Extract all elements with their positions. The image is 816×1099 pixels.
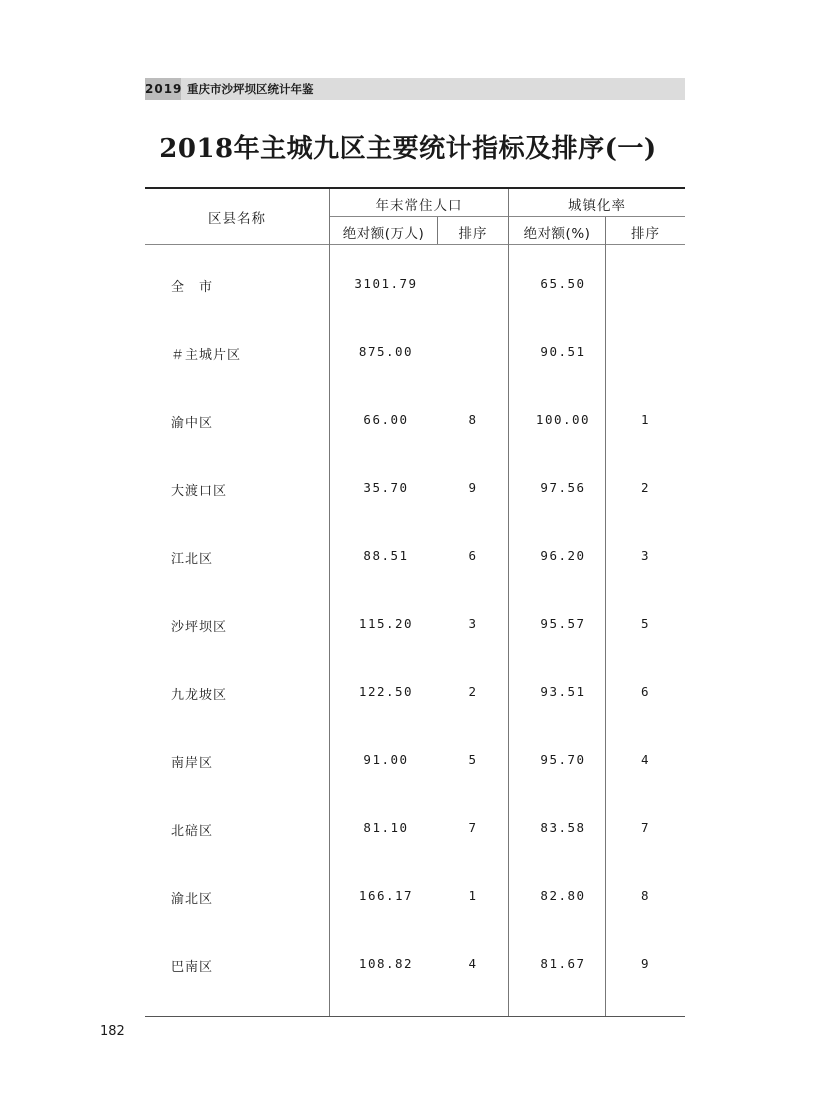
row-population-rank: 4 xyxy=(468,956,478,971)
row-name: 巴南区 xyxy=(171,960,214,975)
row-population-rank: 9 xyxy=(468,480,478,495)
row-name: 渝中区 xyxy=(171,416,214,431)
row-urbanization: 95.70 xyxy=(540,752,586,767)
row-population-rank: 7 xyxy=(468,820,478,835)
row-population: 91.00 xyxy=(363,752,409,767)
row-urbanization: 100.00 xyxy=(535,412,591,427)
row-population: 108.82 xyxy=(358,956,414,971)
row-name: 南岸区 xyxy=(171,756,214,771)
row-name: 大渡口区 xyxy=(171,484,228,499)
row-urbanization: 97.56 xyxy=(540,480,586,495)
running-header xyxy=(145,78,685,100)
header-region-name: 区县名称 xyxy=(208,211,266,227)
row-name: 渝北区 xyxy=(171,892,214,907)
header-year: 2019 xyxy=(145,78,181,100)
row-population: 3101.79 xyxy=(354,276,418,291)
row-name: 全 市 xyxy=(171,280,214,295)
row-population-rank: 6 xyxy=(468,548,478,563)
row-urbanization: 81.67 xyxy=(540,956,586,971)
table-top-rule xyxy=(145,187,685,189)
row-population-rank: 8 xyxy=(468,412,478,427)
row-population-rank: 2 xyxy=(468,684,478,699)
header-pop-rank: 排序 xyxy=(458,226,488,242)
page-number: 182 xyxy=(100,1024,125,1039)
row-population: 35.70 xyxy=(363,480,409,495)
row-urbanization: 65.50 xyxy=(540,276,586,291)
row-name: 沙坪坝区 xyxy=(171,620,228,635)
row-population: 115.20 xyxy=(358,616,414,631)
row-name: 北碚区 xyxy=(171,824,214,839)
row-population: 81.10 xyxy=(363,820,409,835)
row-urbanization-rank: 9 xyxy=(640,956,651,971)
row-urbanization: 83.58 xyxy=(540,820,586,835)
row-urbanization: 93.51 xyxy=(540,684,586,699)
row-urbanization: 82.80 xyxy=(540,888,586,903)
row-population-rank: 3 xyxy=(468,616,478,631)
header-book-title: 重庆市沙坪坝区统计年鉴 xyxy=(187,82,314,96)
row-urbanization-rank: 2 xyxy=(640,480,651,495)
row-population: 875.00 xyxy=(358,344,414,359)
row-urbanization-rank: 6 xyxy=(640,684,651,699)
row-population-rank: 1 xyxy=(468,888,478,903)
row-urbanization: 95.57 xyxy=(540,616,586,631)
header-urb-absolute: 绝对额(%) xyxy=(523,226,591,242)
row-urbanization-rank: 8 xyxy=(640,888,651,903)
header-population-group: 年末常住人口 xyxy=(375,198,463,214)
row-urbanization: 96.20 xyxy=(540,548,586,563)
table-bottom-rule xyxy=(145,1016,685,1017)
row-population: 122.50 xyxy=(358,684,414,699)
row-urbanization: 90.51 xyxy=(540,344,586,359)
row-urbanization-rank: 3 xyxy=(640,548,651,563)
row-urbanization-rank: 1 xyxy=(640,412,651,427)
row-population: 66.00 xyxy=(363,412,409,427)
header-urb-rank: 排序 xyxy=(631,226,660,242)
row-population: 166.17 xyxy=(358,888,414,903)
header-urbanization-group: 城镇化率 xyxy=(568,198,626,214)
row-name: 九龙坡区 xyxy=(171,688,228,703)
header-bottom-rule xyxy=(145,244,685,245)
row-urbanization-rank: 7 xyxy=(640,820,651,835)
row-urbanization-rank: 4 xyxy=(640,752,651,767)
page-title: 2018年主城九区主要统计指标及排序(一) xyxy=(159,134,657,164)
row-name: 江北区 xyxy=(171,552,214,567)
row-urbanization-rank: 5 xyxy=(640,616,651,631)
row-name: ＃主城片区 xyxy=(171,348,242,363)
row-population-rank: 5 xyxy=(468,752,478,767)
header-pop-absolute: 绝对额(万人) xyxy=(342,226,425,242)
row-population: 88.51 xyxy=(363,548,409,563)
